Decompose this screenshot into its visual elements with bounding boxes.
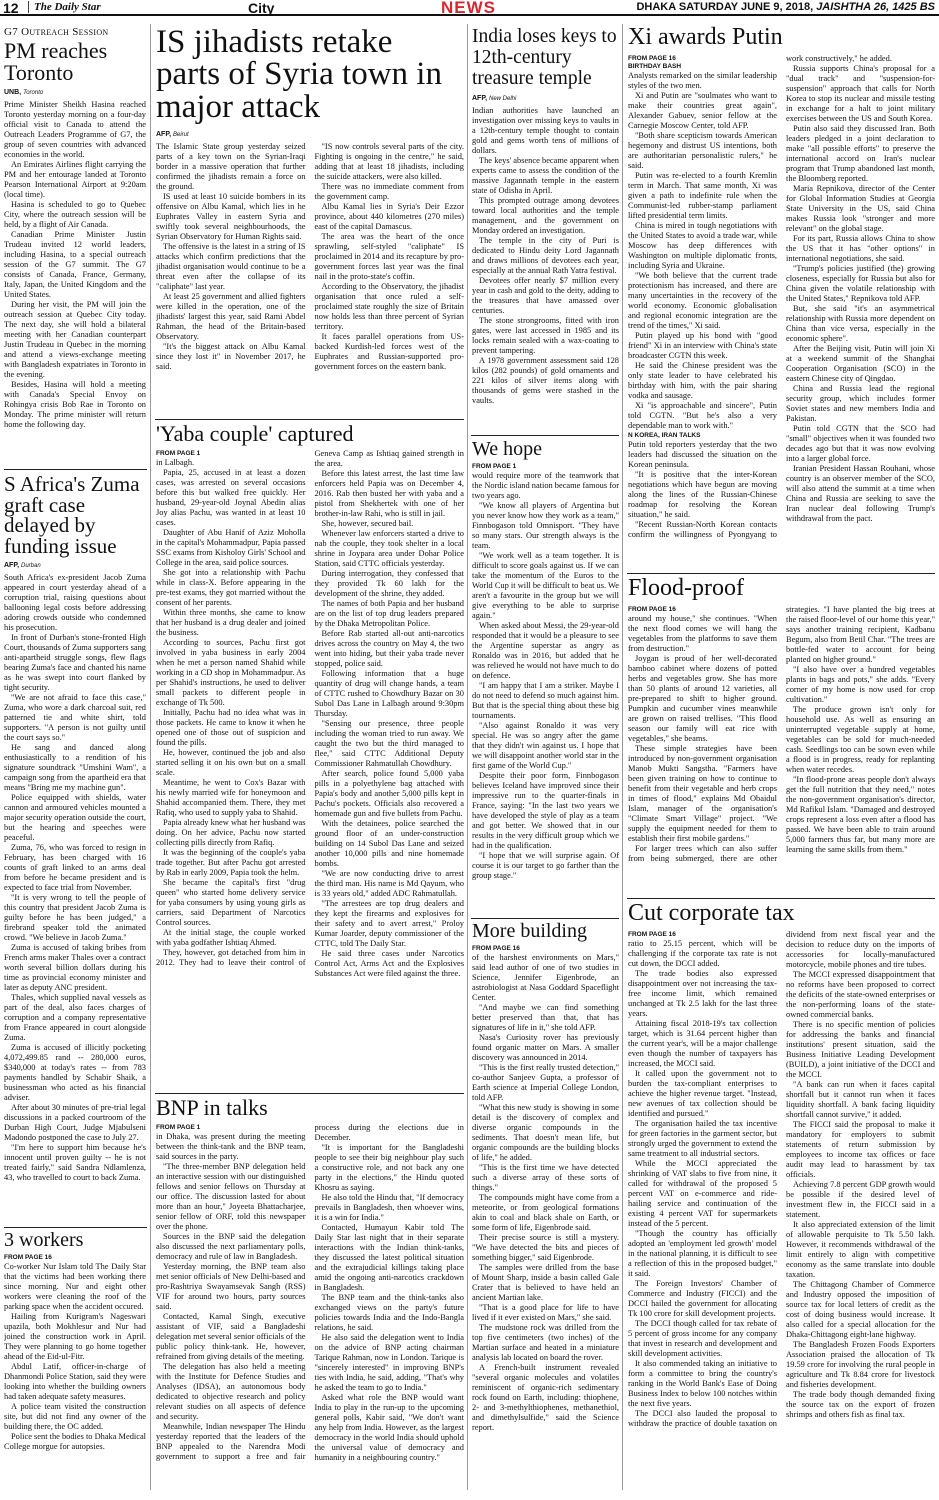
paragraph: Before Rab started all-out anti-narcotics drives across the country on May 4, the two went into hiding, but their yaba trade never stopped, police said.: [314, 628, 464, 668]
paragraph: Papia, 25, accused in at least a dozen cases, was arrested on several occasions before this but walked free quickly. Her husband, 29-year-old Joynal Abedin alias Joy alias Pachu, was wanted in at least 10 cases.: [156, 467, 306, 527]
gregorian-date: DHAKA SATURDAY JUNE 9, 2018,: [636, 1, 814, 13]
article-body: [472, 945, 619, 1433]
paragraph: The compounds might have come from a meteorite, or from geological formations akin to coal and black shale on Earth, or some form of life, Eigenbrode said.: [472, 1192, 619, 1232]
article-body: [472, 106, 619, 406]
article-zuma: [4, 474, 146, 1224]
paragraph: Nasa's Curiosity rover has previously found organic matter on Mars. A smaller discovery was announced in 2014.: [472, 1032, 619, 1062]
paragraph: The temple in the city of Puri is dedicated to Hindu deity Lord Jagannath and draws millions of devotees each year, especially at the annual Rath Yatra festival.: [472, 236, 619, 276]
paragraph: "The arrestees are top drug dealers and they kept the firearms and explosives for their safety and to avert arrest," Proloy Kumar Joarder, deputy commissioner of the CTTC, told The Daily Star.: [314, 898, 464, 948]
paragraph: Zuma is accused of illicitly pocketing 4,072,499.85 rand -- 280,000 euros, $340,000 at today's rates -- from 783 payments handled by Schabir Shaik, a businessman who acted as his financial adviser.: [4, 1043, 146, 1103]
paragraph: In front of Durban's stone-fronted High Court, thousands of Zuma supporters sang anti-apartheid struggle songs, flew flags bearing Zuma's face and chanted his name as he was swept into court flanked by tight security.: [4, 633, 146, 693]
paragraph: Asked what role the BNP would want India to play in the run-up to the upcoming general polls, Kabir said, "We don't want any help from India. However, as the largest democracy in the world India should uphold the universal value of democracy and humanity in a neighbouring country.": [314, 1392, 464, 1462]
paragraph: Albu Kamal lies in Syria's Deir Ezzor province, about 440 kilometres (270 miles) east of the capital Damascus.: [314, 201, 464, 231]
paragraph: Abdul Latif, officer-in-charge of Dhanmondi Police Station, said they were looking into whether the building owners had taken adequate safety measures.: [4, 1361, 146, 1401]
paragraph: It was the beginning of the couple's yaba trade together. But after Pachu got arrested by Rab in early 2009, Papia took the helm.: [156, 847, 306, 877]
paragraph: There was no immediate comment from the government camp.: [314, 181, 464, 201]
paragraph: Devotees offer nearly $7 million every year in cash and gold to the deity, adding to the treasures that have amassed over centuries.: [472, 276, 619, 316]
masthead: [0, 0, 939, 16]
article-headline: Xi awards Putin: [628, 26, 783, 50]
paragraph: "It's the biggest attack on Albu Kamal since they lost it" in November 2017, he said.: [156, 341, 306, 371]
paragraph: Putin told reporters yesterday that the two leaders had discussed the situation on the Korean peninsula.: [628, 439, 777, 469]
paragraph: The produce grown isn't only for household use. As well as ensuring an uninterrupted vegetable supply at home, vegetables can be sold for much-needed cash. Seedlings too can be sown even while a flood is in progress, ready for replanting when water recedes.: [786, 704, 935, 774]
article-headline: PM reaches Toronto: [4, 38, 108, 85]
article-body: [628, 54, 935, 564]
paragraph: She, however, secured bail.: [321, 518, 414, 528]
article-headline: 'Yaba couple' captured: [156, 423, 354, 446]
paragraph: Zuma is accused of taking bribes from French arms maker Thales over a contract worth several billion dollars during his time as provincial economy minister and later as deputy ANC president.: [4, 943, 146, 993]
byline-dateline: New Delhi: [489, 96, 517, 103]
paragraph: "Recent Russian-North Korean contacts confirm the willingness of Pyongyang to work constructively," he added.: [628, 53, 892, 539]
paragraph: Papia already knew what her husband was doing. On her advice, Pachu now started collecting pills directly from Rafiq.: [156, 817, 306, 847]
article-body: [472, 463, 619, 881]
byline-agency: AFP,: [4, 562, 20, 570]
paragraph: Hasina is scheduled to go to Quebec City, where the outreach session will be held, by a flight of Air Canada.: [4, 200, 146, 230]
article-byline: [4, 89, 146, 96]
continuation-tag: FROM PAGE 1: [156, 1123, 201, 1131]
paragraph: "The three-member BNP delegation held an interactive session with our distinguished fellows and senior fellows on Thursday at our office. The discussion lasted for about more than an hour," Joyeeta Bhattacharjee, senior fellow of ORF, told this newspaper over the phone.: [156, 1161, 306, 1231]
paragraph: China is mired in tough negotiations with the United States to avoid a trade war, while Moscow has deep differences with Washington on multiple diplomatic fronts, including Syria and Ukraine.: [628, 220, 777, 270]
article-flood: [628, 577, 935, 895]
paragraph: A 1978 government assessment said 128 kilos (282 pounds) of gold ornaments and 221 kilos of silver items along with thousands of gems were stashed in the vaults.: [472, 356, 619, 406]
paragraph: "It is important for the Bangladeshi people to see their big neighbour play such a constructive role, and not back any one party in the elections," the Hindu quoted Khosru as saying.: [314, 1142, 464, 1192]
article-divider: [471, 918, 619, 919]
paragraph: The Foreign Investors' Chamber of Commerce and Industry (FICCI) and the DCCI hailed the government for allocating Tk 100 crore for skill development projects.: [628, 1278, 777, 1318]
paragraph: Putin told CGTN that the SCO had "small" objectives when it was founded two decades ago but that it was now evolving into a larger global force.: [786, 423, 935, 463]
byline-agency: UNB,: [4, 89, 22, 97]
paragraph: The stone strongrooms, fitted with iron gates, were last accessed in 1985 and its locks remain sealed with a wax-coating to prevent tampering.: [472, 316, 619, 356]
date-line: [636, 1, 935, 13]
page-number: 12: [3, 0, 19, 16]
continuation-tag: FROM PAGE 16: [628, 54, 676, 62]
article-syria: [156, 26, 464, 416]
paragraph: Within three months, she came to know that her husband is a drug dealer and joined the business.: [156, 607, 306, 637]
paragraph: would require more of the teamwork that the Nordic island nation became famous for two years ago.: [472, 470, 619, 500]
paragraph: For larger trees which can also suffer from being submerged, there are other strategies. "I have planted the big trees at the raised floor-level of our home this year," says another training recipient, Kadbanu Begum, also from Betil Char. "The trees are bottle-fed water to account for being planted on higher ground.": [628, 604, 935, 863]
paragraph: She became the capital's first "drug queen" who started home delivery service for yaba consumers by using young girls as carriers, said Department of Narcotics Control sources.: [156, 877, 306, 927]
article-body: [4, 1254, 146, 1452]
paragraph: The keys' absence became apparent when experts came to assess the condition of the massive Jagannath temple in the eastern state of Odisha in April.: [472, 156, 619, 196]
paragraph: Canadian Prime Minister Justin Trudeau invited 12 world leaders, including Hasina, to a special outreach session of the G7 summit. The G7 consists of Canada, France, Germany, Italy, Japan, the United Kingdom and the United States.: [4, 230, 146, 300]
paragraph: Meantime, he went to Cox's Bazar with his newly married wife for honeymoon and Shahid accompanied them. There, they met Rafiq, who used to supply yaba to Shahid.: [156, 777, 306, 817]
article-byline: [156, 131, 464, 138]
paragraph: Putin played up his bond with "good friend" Xi in an interview with China's state broadcaster CGTN this week.: [628, 330, 777, 360]
paragraph: The BNP team and the think-tanks also exchanged views on the party's future policies towards India and the Indo-Bangla relations, he said.: [314, 1292, 464, 1332]
paragraph: "In flood-prone areas people don't always get the full nutrition that they need," notes the non-government organisation's director, Md Rafikul Islam. "Damaged and destroyed crops represent a loss even after a flood has passed. We have been able to train around 5,000 farmers thus far, but many more are learning the same skills from them.": [786, 774, 935, 854]
article-putin: [628, 26, 935, 570]
article-headline: Cut corporate tax: [628, 902, 795, 926]
paragraph: "I'm here to support him because he's innocent until proven guilty -- he is not treated fairly," said Sandra Ndlamlenza, 43, who travelled to court to back Zuma.: [4, 1143, 146, 1183]
paragraph: "Sensing our presence, three people including the woman tried to run away. We caught the two but the third managed to flee," said CTTC Additional Deputy Commissioner Rahmatullah Chowdhury.: [314, 718, 464, 768]
paragraph: Iranian President Hassan Rouhani, whose country is an observer member of the SCO, will also attend the summit at a time when China and Russia are seeking to save the Iran nuclear deal following Trump's withdrawal from the pact.: [786, 463, 935, 523]
article-bnp: [156, 1097, 464, 1497]
paper-name: The Daily Star: [28, 1, 101, 13]
paragraph: "This is the first time we have detected such a diverse array of these sorts of things.": [472, 1162, 619, 1192]
paragraph: Meanwhile, Indian newspaper The Hindu yesterday reported that the leaders of the BNP appealed to the Narendra Modi government to support a free and fair process during the elections due in December.: [156, 1122, 464, 1461]
paragraph: The FICCI said the proposal to make it mandatory for employers to submit statements of return submission by employees to income tax offices or face audit may lead to harassment by tax officials.: [786, 1119, 935, 1179]
paragraph: He also told the Hindu that, "If democracy prevails in Bangladesh, then whoever wins, it is a win for India.": [314, 1192, 464, 1222]
paragraph: in Dhaka, was present during the meeting between the think-tank and the BNP team, said sources in the party.: [156, 1131, 306, 1161]
article-headline: IS jihadists retake parts of Syria town in major attack: [156, 26, 442, 125]
paragraph: Contacted, Kamal Singh, executive assistant of VIF, said a Bangladeshi delegation met several senior officials of the public policy think-tank. He, however, refrained from giving details of the meeting.: [156, 1311, 306, 1361]
paragraph: "Both share scepticism towards American hegemony and distrust US intentions, both are authoritarian personalistic rulers," he said.: [628, 130, 777, 170]
paragraph: While the MCCI appreciated the shrinking of VAT slabs to five from nine, it called for withdrawal of the proposed 5 percent VAT on e-commerce and ride-hailing service and continuation of the existing 4 percent VAT for supermarkets instead of the 5 percent.: [628, 1158, 777, 1228]
paragraph: They, however, got detached from him in 2012. They had to leave their control of Geneva Camp as Ishtiaq gained strength in the area.: [156, 448, 464, 967]
paragraph: A police team visited the construction site, but did not find any owner of the building there, the OC added.: [4, 1401, 146, 1431]
paragraph: Zuma, 76, who was forced to resign in February, has been charged with 16 counts of graft linked to an arms deal from before he became president and is expected to face trial from November.: [4, 843, 146, 893]
bengali-date: JAISHTHA 26, 1425 BS: [816, 1, 935, 13]
paragraph: The delegation has also held a meeting with the Institute for Defence Studies and Analyses (IDSA), an autonomous body dedicated to objective research and policy relevant studies on all aspects of defence and security.: [156, 1361, 306, 1421]
article-divider: [471, 435, 619, 436]
paragraph: "We are now conducting drive to arrest the third man. His name is Md Qayum, who is 33 years old," added ADC Rahmatullah.: [314, 868, 464, 898]
paragraph: The MCCI expressed disappointment that no reforms have been proposed to correct the deficits of the state-owned enterprises or the non-performing loans of the state-owned commercial banks.: [786, 969, 935, 1019]
paragraph: After search, police found 5,000 yaba pills in a polyethylene bag attached with Papia's body and another 5,000 pills kept in Pachu's pockets. Officials also recovered a homemade gun and five bullets from Pachu.: [314, 768, 464, 818]
paragraph: "And maybe we can find something better preserved than that, that has signatures of life in it," she told AFP.: [472, 1002, 619, 1032]
paragraph: Before this latest arrest, the last time law enforcers held Papia was on December 4, 2016. Rab then busted her with yaba and a pistol from Shekhertek with one of her brother-in-law Rahi, who is still in jail.: [314, 468, 464, 518]
paragraph: The names of both Papia and her husband are on the list of top drug leaders prepared by the Dhaka Metropolitan Police.: [314, 598, 464, 628]
paragraph: Police equipped with shields, water cannon and armoured vehicles mounted a major security operation outside the court, but the hearing and speeches were peaceful.: [4, 793, 146, 843]
article-byline: [472, 95, 619, 102]
continuation-tag: FROM PAGE 16: [628, 930, 676, 938]
paragraph: Sources in the BNP said the delegation also discussed the next parliamentary polls, democracy and rule of law in Bangladesh.: [156, 1231, 306, 1261]
article-india-keys: [472, 26, 619, 432]
continuation-tag: FROM PAGE 16: [472, 944, 520, 952]
paragraph: The Bangladesh Frozen Foods Exporters Association praised the allocation of Tk 19.59 crore for involving the rural people in agriculture and Tk 8.84 crore for livestock and fisheries development.: [786, 1339, 935, 1389]
byline-agency: AFP,: [156, 130, 172, 138]
paragraph: Putin was re-elected to a fourth Kremlin term in March. That same month, Xi was given a path to indefinite rule when the Communist-led rubber-stamp parliament lifted presidential term limits.: [628, 170, 777, 220]
article-divider: [4, 1227, 147, 1228]
continuation-tag: FROM PAGE 1: [156, 449, 201, 457]
paragraph: Hailing from Kurigram's Nageswari upazila, both Mokhlesur and Nur had joined the construction work in April. They were planning to go home together ahead of the Eid-ul-Fitr.: [4, 1311, 146, 1361]
paragraph: The Chittagong Chamber of Commerce and Industry opposed the imposition of source tax for local letters of credit as the cost of doing business would increase. It also called for a special allocation for the Dhaka-Chittagong eight-lane highway.: [786, 1279, 935, 1339]
paragraph: He said three cases under Narcotics Control Act, Arms Act and the Explosives Substances Act were filed against the three.: [314, 948, 464, 978]
paragraph: It called upon the government not to burden the tax-compliant enterprises to achieve the higher revenue target. "Instead, new avenues of tax collection should be identified and pursued.": [628, 1068, 777, 1118]
paragraph: IS used at least 10 suicide bombers in its offensive on Albu Kamal, which lies in he Euphrates Valley in eastern Syria and swiftly took several neighbourhoods, the Syrian Observatory for Human Rights said.: [156, 191, 306, 241]
paragraph: After about 30 minutes of pre-trial legal discussions in a packed courtroom of the Durban High Court, Judge Mjabulseni Madondo postponed the case to July 27.: [4, 1103, 146, 1143]
subheading: N KOREA, IRAN TALKS: [628, 431, 701, 439]
paragraph: "I am happy that I am a striker. Maybe I do not need to defend so much against him. But that is the special thing about these big tournaments.: [472, 680, 619, 720]
paragraph: "What this new study is showing in some detail is the discovery of complex and diverse organic compounds in the sediments. That doesn't mean life, but organic compounds are the building blocks of life," he added.: [472, 1102, 619, 1162]
article-building: [472, 922, 619, 1497]
paragraph: Yesterday morning, the BNP team also met senior officials of New Delhi-based and pro-Rashtriya Swayamsevak Sangh (RSS) VIF for around two hours, party sources said.: [156, 1261, 306, 1311]
article-byline: [4, 562, 146, 569]
paragraph: Xi and Putin are "soulmates who want to make their countries great again", Alexander Gabuev, senior fellow at the Carnegie Moscow Center, told AFP.: [628, 90, 777, 130]
paragraph: Thales, which supplied naval vessels as part of the deal, also faces charges of corruption and a company representative from France appeared in court alongside Zuma.: [4, 993, 146, 1043]
paragraph: This prompted outrage among devotees toward local authorities and the temple management, and the government on Monday ordered an investigation.: [472, 196, 619, 236]
article-headline: BNP in talks: [156, 1097, 268, 1120]
paragraph: "We are not afraid to face this case," Zuma, who wore a dark charcoal suit, red patterned tie and white shirt, told supporters. "A person is not guilty until the court says so.": [4, 693, 146, 743]
paragraph: At least 25 government and allied fighters were killed in the operation, one of the jihadists' largest this year, said Rami Abdel Rahman, the head of the Britain-based Observatory.: [156, 291, 306, 341]
paragraph: "Though the country has officially adopted an 'employment led growth' model in the national planning, it is difficult to see a reflection of this in the proposed budget," it said.: [628, 1228, 777, 1278]
section-label: City: [248, 0, 275, 16]
paragraph: It also commended taking an initiative to form a committee to bring the country's ranking in the World Bank's Ease of Doing Business Index to below 100 notches within the next five years.: [628, 1358, 777, 1408]
article-headline: 3 workers: [4, 1231, 84, 1251]
article-divider: [4, 469, 147, 470]
paragraph: Whenever law enforcers started a drive to nab the couple, they took shelter in a local shrine in Joypara area under Dohar Police Station, said CTTC officials yesterday.: [314, 528, 464, 568]
paragraph: Xi "is approachable and sincere", Putin told CGTN. "But he's also a very dependable man to work with.": [628, 400, 777, 430]
byline-agency: AFP,: [472, 95, 488, 103]
paragraph: During interrogation, they confessed that they provided Tk 60 lakh for the development of the shrine, they added.: [314, 568, 464, 598]
paragraph: There is no specific mention of policies for addressing the banks and financial institutions' present situation, said the Business Initiative Leading Development (BUILD), a joint initiative of the DCCI and the MCCI.: [786, 1019, 935, 1079]
paragraph: The area was the heart of the once sprawling, self-styled "caliphate" IS proclaimed in 2014 and its recapture by pro-government forces last year was the final nail in the proto-state's coffin.: [314, 231, 464, 281]
paragraph: According to the Observatory, the jihadist organisation that once ruled a self-proclaimed state roughly the size of Britain now holds less than three percent of Syrian territory.: [314, 281, 464, 331]
paragraph: Following information that a huge quantity of drug will change hands, a team of CTTC rushed to Chowdhury Bazar on 30 Subol Das Lane in Lalbagh around 9:30pm Thursday.: [314, 668, 464, 718]
article-body: [4, 573, 146, 1183]
paragraph: Achieving 7.8 percent GDP growth would be possible if the desired level of investment flew in, the FICCI said in a statement.: [786, 1179, 935, 1219]
article-body: [4, 100, 146, 430]
byline-dateline: Durban: [21, 563, 41, 570]
article-divider: [627, 573, 935, 574]
paragraph: The samples were drilled from the base of Mount Sharp, inside a basin called Gale Crater that is believed to have held an ancient Martian lake.: [472, 1262, 619, 1302]
column-rule: [150, 24, 151, 1490]
paragraph: The trade body though demanded fixing the source tax on the export of frozen shrimps and others fish as final tax.: [786, 1389, 935, 1419]
article-divider: [155, 419, 464, 420]
article-body: [156, 1123, 464, 1491]
paragraph: in Lalbagh.: [156, 457, 195, 467]
paragraph: The offensive is the latest in a string of IS attacks which confirm predictions that the jihadist organisation would continue to be a threat even after the collapse of its "caliphate" last year.: [156, 241, 306, 291]
paragraph: She got into a relationship with Pachu while in class-X. Before appearing in the pre-test exams, they got married without the consent of her parents.: [156, 567, 306, 607]
paragraph: South Africa's ex-president Jacob Zuma appeared in court yesterday ahead of a corruption trial, raising questions about ballooning legal costs before addressing adoring crowds outside who condemned his prosecution.: [4, 573, 146, 633]
paragraph: "I hope that we will surprise again. Of course it is our target to go farther than the group stage.": [472, 850, 619, 880]
paragraph: "We know all players of Argentina but you never know how they work as a team," Finnbogason told Omnisport. "They have so many stars. Our strength always is the team.: [472, 500, 619, 550]
continuation-tag: FROM PAGE 1: [472, 462, 517, 470]
article-tax: [628, 902, 935, 1497]
paragraph: Indian authorities have launched an investigation over missing keys to vaults in a 12th-century temple thought to contain gold and gems worth tens of millions of dollars.: [472, 106, 619, 156]
paragraph: "We work well as a team together. It is difficult to score goals against us. If we can take the momentum of the Euros to the World Cup it will be difficult to beat us. We aren't a favourite in the group but we will give everything to be able to surprise again.": [472, 550, 619, 620]
paragraph: Attaining fiscal 2018-19's tax collection target, which is 31.64 percent higher than the current year's, will be a major challenge even though the number of taxpayers has increased, the MCCI said.: [628, 1018, 777, 1068]
article-body: [156, 142, 464, 382]
paragraph: "Also against Ronaldo it was very special. He was so angry after the game that they didn't win against us. I hope that we will disappoint another world star in the first game of the World Cup.": [472, 720, 619, 770]
article-yaba: [156, 423, 464, 1091]
paragraph: "IS now controls several parts of the city. Fighting is ongoing in the centre," he said, adding that at least 18 jihadists, including the suicide attackers, were also killed.: [314, 141, 464, 181]
paragraph: "It is very wrong to tell the people of this country that president Jacob Zuma is guilty before he has been judged," a firebrand speaker told the animated crowd. "We believe in Jacob Zuma.": [4, 893, 146, 943]
column-rule: [467, 24, 468, 1490]
paragraph: An Emirates Airlines flight carrying the PM and her entourage landed at Toronto Pearson International Airport at 9:20am (local time).: [4, 160, 146, 200]
paragraph: Putin also said they discussed Iran. Both leaders pledged in a joint declaration to make "all possible efforts" to preserve the international accord on Iran's nuclear program that Trump abandoned last month, the Bloomberg reported.: [786, 123, 935, 183]
byline-dateline: Beirut: [173, 131, 189, 138]
paragraph: Co-worker Nur Islam told The Daily Star that the victims had been working there since morning. Nur and eight other workers were cleaning the roof of the parking space when the accident occured.: [4, 1261, 146, 1311]
paragraph: ratio to 25.15 percent, which will be challenging if the corporate tax rate is not cut down, the DCCI added.: [628, 938, 777, 968]
subheading: BIRTHDAY BASH: [628, 62, 682, 70]
article-we-hope: [472, 440, 619, 915]
paragraph: For its part, Russia allows China to show the US that it has "other options" in international negotiations, she said.: [786, 233, 935, 263]
paragraph: Analysts remarked on the similar leadership styles of the two men.: [628, 70, 777, 90]
paragraph: Contacted, Humayun Kabir told The Daily Star last night that in their separate interactions with the Indian think-tanks, they discussed the latest political situation and the extrajudicial killings taking place amid the ongoing anti-narcotics crackdown in Bangladesh.: [314, 1222, 464, 1292]
paragraph: of the harshest environments on Mars," said lead author of one of two studies in Science, Jennifer Eigenbrode, an astrobiologist at Nasa Goddard Spaceflight Center.: [472, 952, 619, 1002]
paragraph: "Trump's policies justified (the) growing closeness, especially for Russia but also for China given the volatile relationship with the United States," Repnikova told AFP.: [786, 263, 935, 303]
article-body: [628, 605, 935, 889]
paragraph: China and Russia lead the regional security group, which includes former Soviet states and new members India and Pakistan.: [786, 383, 935, 423]
article-headline: S Africa's Zuma graft case delayed by funding issue: [4, 474, 140, 558]
article-headline: Flood-proof: [628, 577, 744, 601]
byline-dateline: Toronto: [23, 90, 44, 97]
paragraph: He said the Chinese president was the only state leader to have celebrated his birthday with him, with the pair sharing vodka and sausage.: [628, 360, 777, 400]
paragraph: Despite their poor form, Finnbogason believes Iceland have improved since their impressive run to the quarter-finals in France, saying: "In the last two years we have developed the style of play as a team and got better. We showed that in our results in the very difficult group which we had in the qualification.: [472, 770, 619, 850]
news-label: NEWS: [441, 0, 496, 17]
paragraph: Besides, Hasina will hold a meeting with Canada's Special Envoy on Rohingya crisis Bob Rae in Toronto on Monday. The prime minister will return home the following day.: [4, 380, 146, 430]
paragraph: With the detainees, police searched the ground floor of an under-construction building on 14 Subol Das Lane and seized another 10,000 pills and nine homemade bombs.: [314, 818, 464, 868]
continuation-tag: FROM PAGE 16: [628, 605, 676, 613]
paragraph: It faces parallel operations from US-backed Kurdish-led forces west of the Euphrates and Russian-supported pro-government forces on the eastern bank.: [314, 331, 464, 371]
paragraph: He, however, continued the job and also started selling it on his own but on a small scale.: [156, 747, 306, 777]
paragraph: The trade bodies also expressed disappointment over not increasing the tax-free income limit, which remained unchanged at Tk 2.5 lakh for the last three years.: [628, 968, 777, 1018]
continuation-tag: FROM PAGE 16: [4, 1253, 52, 1261]
paragraph: "It is positive that the inter-Korean negotiations which have begun are moving along the lines of the Russian-Chinese roadmap for resolving the Korean situation," he said.: [628, 469, 777, 519]
paragraph: At the initial stage, the couple worked with yaba godfather Ishtiaq Ahmed.: [156, 927, 306, 947]
paragraph: According to sources, Pachu first got involved in yaba business in early 2004 when he met a person named Shahid while working in a CD shop in Mohammadpur. As per Shahid's instructions, he used to deliver small packets to different people in exchange of Tk 500.: [156, 637, 306, 707]
article-workers: [4, 1231, 146, 1497]
column-rule: [622, 24, 623, 1490]
article-headline: We hope: [472, 440, 543, 460]
paragraph: Police sent the bodies to Dhaka Medical College morgue for autopsies.: [4, 1431, 146, 1451]
paragraph: He sang and danced along enthusiastically to a rendition of his signature soundtrack "Umshini Wam", a campaign song from the apartheid era that means "Bring me my machine gun".: [4, 743, 146, 793]
paragraph: He also said the delegation went to India on the advice of BNP acting chairman Tarique Rahman, now in London. Tarique is "sincerely interested" in improving BNP's ties with India, he said, adding, "That's why he asked the team to go to India.": [314, 1332, 464, 1392]
paragraph: Their precise source is still a mystery. "We have detected the bits and pieces of something bigger," said Eigenbrode.: [472, 1232, 619, 1262]
paragraph: The DCCI also lauded the proposal to withdraw the practice of double taxation on dividend from next fiscal year and the decision to reduce duty on the imports of accessories for locally-manufactured motorcycle, mobile phones and tire tubes.: [628, 929, 935, 1428]
article-divider: [155, 1093, 464, 1094]
paragraph: The DCCI though called for tax rebate of 5 percent of gross income for any company that invest in research and development and skill development activities.: [628, 1318, 777, 1358]
paragraph: The Islamic State group yesterday seized parts of a key town on the Syrian-Iraqi border in a massive operation that further confirmed the jihadists remain a force on the ground.: [156, 141, 306, 191]
paragraph: But, she said "it's an asymmetrical relationship with Russia more dependent on China than vice versa, especially in the economic sphere".: [786, 303, 935, 343]
paragraph: Russia supports China's proposal for a "dual track" and "suspension-for-suspension" approach that calls for North Korea to stop its nuclear and missile testing in exchange for a halt to joint military exercises between the US and South Korea.: [786, 63, 935, 123]
article-body: [628, 930, 935, 1490]
paragraph: "A bank can run when it faces capital shortfall but it cannot run when it faces liquidity shortfall. A bank facing liquidity shortfall cannot survive," it added.: [786, 1079, 935, 1119]
paragraph: "I also have over a hundred vegetables plants in bags and pots," she adds. "Every corner of my home is now used for crop cultivation.": [786, 664, 935, 704]
paragraph: "That is a good place for life to have lived if it ever existed on Mars," she said.: [472, 1302, 619, 1322]
paragraph: During her visit, the PM will join the outreach session at Quebec City today. The next day, she will hold a bilateral meeting with her Canadian counterpart Justin Trudeau in Quebec in the morning and attend a views-exchange meeting with Bangladesh expatriates in Toronto in the evening.: [4, 300, 146, 380]
paragraph: These simple strategies have been introduced by non-government organisation Manob Mukti Sangstha. "Farmers have been given training on how to continue to benefit from their vegetable and herb crops in times of flood," explains Md Obaidul Islam, manager of the organisation's "Climate Smart Village" project. "We supply the equipment needed for them to establish their first mobile gardens.": [628, 743, 777, 843]
paragraph: around my house," she continues. "When the next flood comes we will hang the vegetables from the platforms to save them from destruction.": [628, 613, 777, 653]
paragraph: Initially, Pachu had no idea what was in those packets. He came to know it when he opened one of those out of suspicion and found the pills.: [156, 707, 306, 747]
paragraph: After the Beijing visit, Putin will join Xi at a weekend summit of the Shanghai Cooperation Organisation (SCO) in the eastern Chinese city of Qingdao.: [786, 343, 935, 383]
paragraph: Daughter of Abu Hanif of Aziz Moholla in the capital's Mohammadpur, Papia passed SSC exams from Kisholoy Girls' School and College in the area, said police sources.: [156, 527, 306, 567]
article-headline: More building: [472, 922, 587, 942]
paragraph: When asked about Messi, the 29-year-old responded that it would be a pleasure to see the Argentine superstar as angry as Ronaldo was in 2016, but added that he was relieved he would not have much to do on defence.: [472, 620, 619, 680]
paragraph: "This is the first really trusted detection," co-author Sanjeev Gupta, a professor of Earth science at Imperial College London, told AFP.: [472, 1062, 619, 1102]
article-kicker: G7 Outreach Session: [4, 26, 109, 38]
paragraph: The mudstone rock was drilled from the top five centimeters (two inches) of the Martian surface and heated in a miniature analysis lab located on board the rover.: [472, 1322, 619, 1362]
article-divider: [627, 898, 935, 899]
article-headline: India loses keys to 12th-century treasure temple: [472, 26, 617, 90]
paragraph: Maria Repnikova, director of the Center for Global Information Studies at Georgia State University in the US, said China makes Russia look "stronger and more relevant" on the global stage.: [786, 183, 935, 233]
paragraph: "We both believe that the current trade protectionism has increased, and there are many uncertainties in the recovery of the world economy. Economic globalisation and regional economic integration are the trend of the times," Xi said.: [628, 270, 777, 330]
article-toronto: [4, 26, 146, 466]
paragraph: A French-built instrument revealed "several organic molecules and volatiles reminiscent of organic-rich sedimentary rock found on Earth, including: thiophene, 2- and 3-methylthiophenes, methanethiol, and dimethylsulfide," said the Science report.: [472, 1362, 619, 1432]
paragraph: Prime Minister Sheikh Hasina reached Toronto yesterday morning on a four-day official visit to Canada to attend the Outreach Leaders Programme of G7, the group of seven countries with advanced economies in the world.: [4, 100, 146, 160]
paragraph: It also appreciated extension of the limit of allowable perquisite to Tk 5.50 lakh. However, it recommends withdrawal of the limit entirely to align with competitive economy as the same translate into double taxation.: [786, 1219, 935, 1279]
paragraph: Joygan is proud of her well-decorated bamboo cabinet where dozens of potted herbs and vegetables grow. She has more than 50 plants of around 12 varieties, all pre-prepared to shift to higher ground. Pumpkin and cucumber vines meanwhile are grown on raised trellises. "This flood season our family will eat rice with vegetables," she beams.: [628, 653, 777, 743]
paragraph: The organisation hailed the tax incentive for green factories in the garment sector, but strongly urged the government to extend the same treatment to all industrial sectors.: [628, 1118, 777, 1158]
article-body: [156, 449, 464, 1085]
